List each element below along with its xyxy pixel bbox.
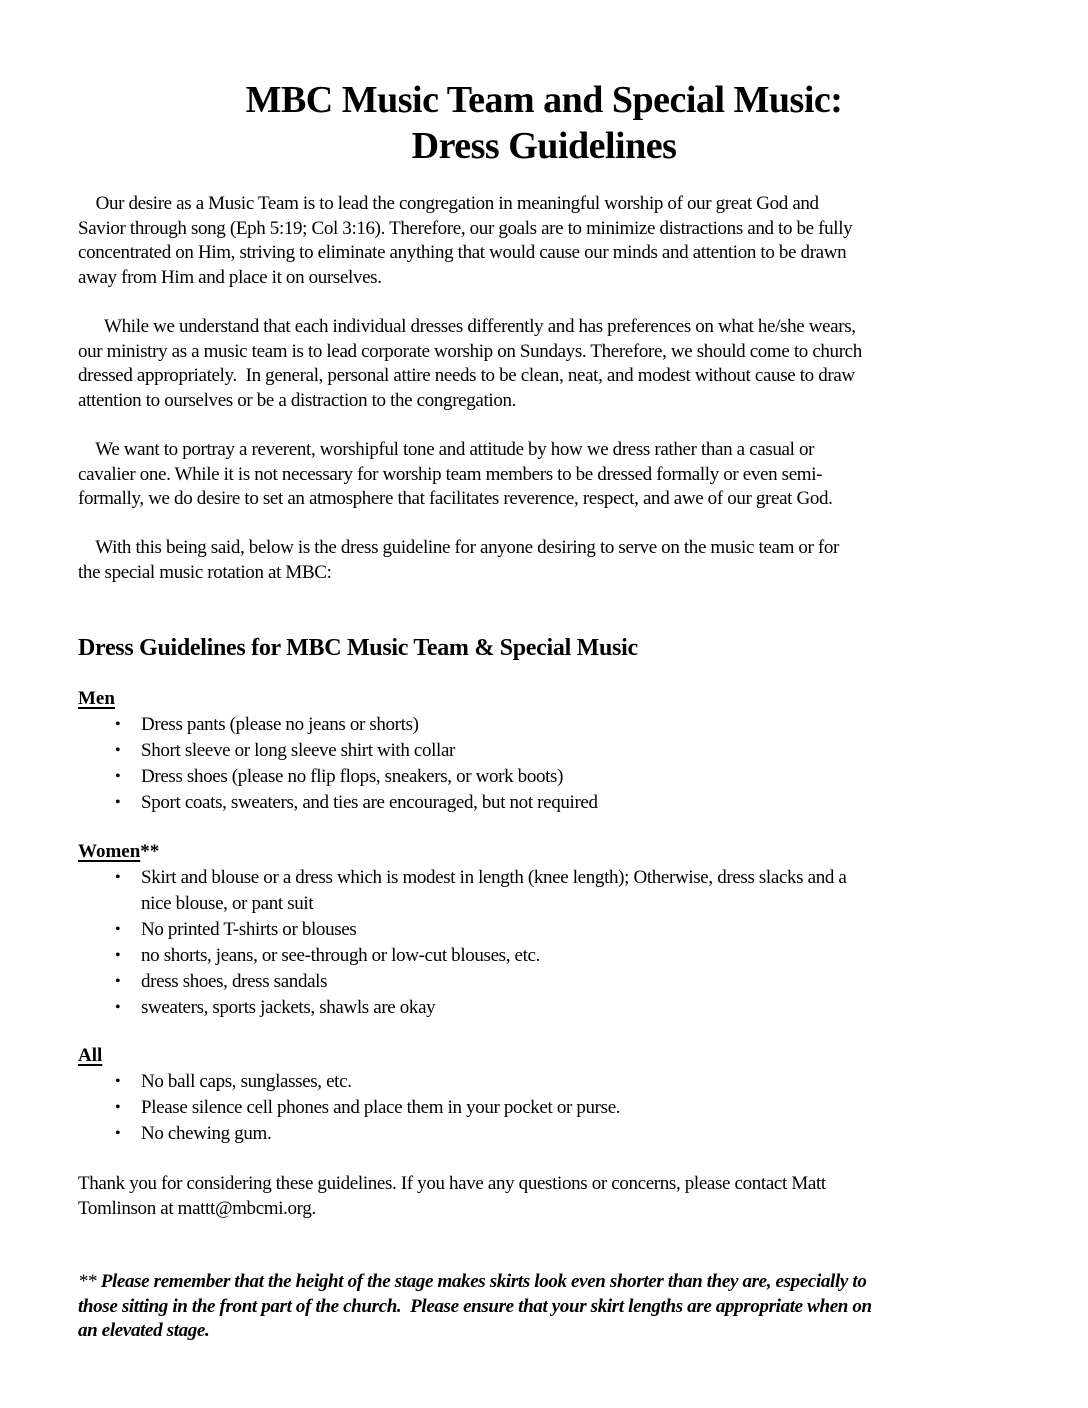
list-item-text: Dress shoes (please no flip flops, sneakers, or work boots) (141, 766, 564, 787)
page-title-line-1: MBC Music Team and Special Music: (245, 79, 843, 121)
list-item-text: Please silence cell phones and place them in your pocket or purse. (141, 1097, 621, 1118)
text-line: Thank you for considering these guidelines. If you have any questions or concerns, please contact Matt (78, 1173, 826, 1194)
list-item (78, 712, 598, 738)
list-item-text: Dress pants (please no jeans or shorts) (141, 714, 419, 735)
footnote (78, 1270, 1028, 1344)
list-item (78, 738, 598, 764)
bullet-icon: • (115, 794, 121, 811)
list-item-text: nice blouse, or pant suit (141, 893, 314, 914)
list-item (78, 969, 847, 995)
bullet-icon: • (115, 742, 121, 759)
men-guidelines-list (78, 712, 598, 816)
list-item (78, 1095, 620, 1121)
text-line: While we understand that each individual dresses differently and has preferences on what he/she wears, (78, 316, 856, 337)
group-label-suffix: ** (140, 841, 160, 862)
text-line: formally, we do desire to set an atmosphere that facilitates reverence, respect, and awe of our great God. (78, 488, 833, 510)
list-item-text: Short sleeve or long sleeve shirt with collar (141, 740, 456, 761)
text-line (78, 1295, 1028, 1320)
page-title-line-2: Dress Guidelines (411, 125, 677, 167)
list-item (78, 1121, 620, 1147)
text-line: the special music rotation at MBC: (78, 561, 332, 583)
text-line: Savior through song (Eph 5:19; Col 3:16). Therefore, our goals are to minimize distractions and to be fully (78, 217, 853, 239)
bullet-icon: • (115, 1099, 121, 1116)
text-line: our ministry as a music team is to lead corporate worship on Sundays. Therefore, we should come to church (78, 340, 862, 362)
bullet-icon: • (115, 999, 121, 1016)
text-line: With this being said, below is the dress guideline for anyone desiring to serve on the music team or for (78, 537, 840, 558)
list-item (78, 917, 847, 943)
list-item-text: dress shoes, dress sandals (141, 971, 328, 992)
text-line: concentrated on Him, striving to eliminate anything that would cause our minds and attention to be drawn (78, 242, 847, 264)
group-label-all (78, 1045, 102, 1067)
list-item-text: Sport coats, sweaters, and ties are encouraged, but not required (141, 792, 598, 813)
list-item (78, 943, 847, 969)
text-line: attention to ourselves or be a distraction to the congregation. (78, 390, 517, 412)
text-line (78, 1319, 1028, 1344)
list-item (78, 764, 598, 790)
group-label-text: All (78, 1045, 103, 1066)
footnote-text: those sitting in the front part of the church. Please ensure that your skirt lengths are appropriate when on (78, 1295, 872, 1317)
bullet-icon: • (115, 716, 121, 733)
text-line: Tomlinson at mattt@mbcmi.org. (78, 1197, 316, 1219)
text-line: We want to portray a reverent, worshipful tone and attitude by how we dress rather than a casual or (78, 439, 815, 460)
text-line: dressed appropriately. In general, personal attire needs to be clean, neat, and modest without cause to draw (78, 365, 855, 387)
list-item-text: No ball caps, sunglasses, etc. (141, 1071, 352, 1092)
women-guidelines-list (78, 865, 847, 1021)
footnote-text: an elevated stage. (78, 1320, 210, 1342)
bullet-icon: • (115, 921, 121, 938)
intro-paragraph-1 (78, 192, 1018, 291)
intro-paragraph-2 (78, 315, 1018, 414)
list-item (78, 995, 847, 1021)
list-item (78, 865, 847, 891)
text-line: Our desire as a Music Team is to lead the congregation in meaningful worship of our great God and (78, 193, 819, 214)
all-guidelines-list (78, 1069, 620, 1147)
footnote-marker: ** (78, 1271, 101, 1292)
list-item-text: sweaters, sports jackets, shawls are okay (141, 997, 436, 1018)
text-line: away from Him and place it on ourselves. (78, 267, 382, 289)
bullet-icon: • (115, 869, 121, 886)
list-item-text: No chewing gum. (141, 1123, 272, 1144)
closing-paragraph (78, 1172, 1018, 1221)
group-label-men (78, 688, 115, 710)
list-item-text: no shorts, jeans, or see-through or low-cut blouses, etc. (141, 945, 541, 966)
intro-paragraph-3 (78, 438, 1018, 512)
list-item-text: Skirt and blouse or a dress which is modest in length (knee length); Otherwise, dress slacks and a (141, 867, 847, 888)
text-line (78, 1270, 1028, 1295)
list-item (78, 790, 598, 816)
bullet-icon: • (115, 1073, 121, 1090)
list-item-continuation (78, 891, 847, 917)
bullet-icon: • (115, 1125, 121, 1142)
bullet-icon: • (115, 973, 121, 990)
group-label-text: Men (78, 688, 115, 709)
group-label-women (78, 841, 159, 863)
section-heading: Dress Guidelines for MBC Music Team & Special Music (78, 635, 638, 661)
text-line: cavalier one. While it is not necessary for worship team members to be dressed formally or even semi- (78, 463, 823, 485)
list-item (78, 1069, 620, 1095)
list-item-text: No printed T-shirts or blouses (141, 919, 357, 940)
bullet-icon: • (115, 947, 121, 964)
intro-paragraph-4 (78, 536, 1018, 585)
bullet-icon: • (115, 768, 121, 785)
footnote-text: Please remember that the height of the stage makes skirts look even shorter than they are, especially to (100, 1271, 867, 1292)
group-label-text: Women (78, 841, 141, 862)
